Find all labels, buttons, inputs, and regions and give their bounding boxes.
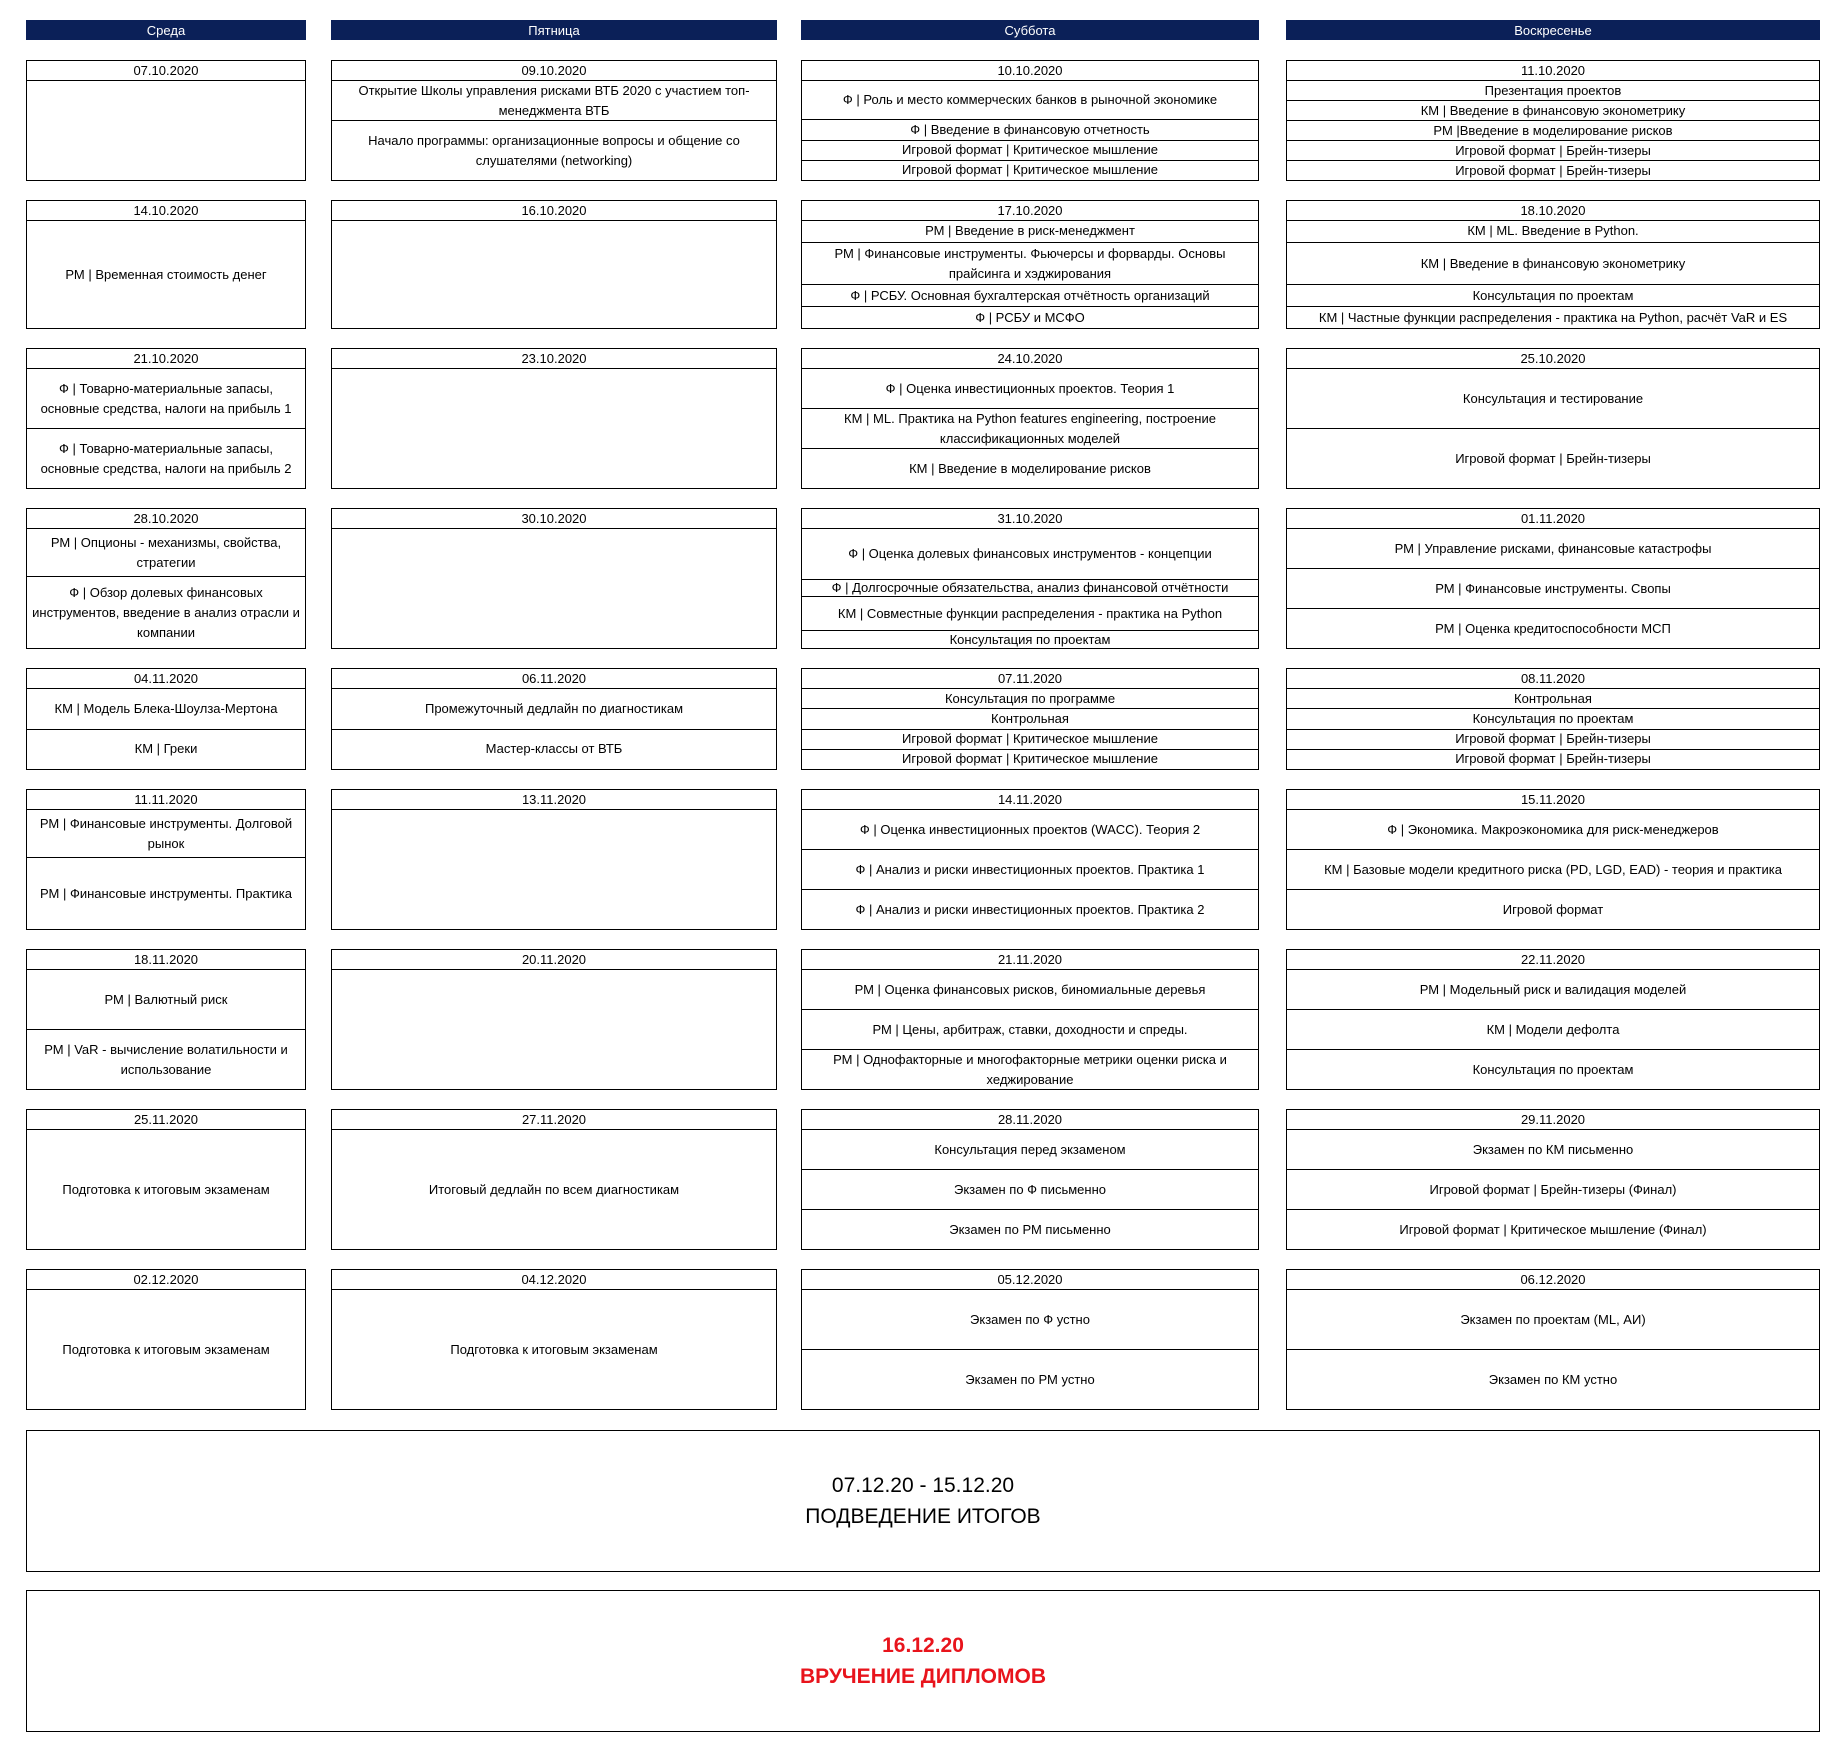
session-item: Ф | Долгосрочные обязательства, анализ финансовой отчётности xyxy=(802,580,1258,598)
day-sessions xyxy=(1287,1290,1819,1409)
session-item: КМ | Частные функции распределения - практика на Python, расчёт VaR и ES xyxy=(1318,309,1788,325)
day-card xyxy=(26,949,306,1090)
session-item: КМ | Модель Блека-Шоулза-Мертона xyxy=(27,689,305,730)
session-item: Игровой формат | Критическое мышление (Финал) xyxy=(1399,1221,1707,1237)
day-sessions xyxy=(802,970,1258,1089)
day-card xyxy=(1286,348,1820,489)
session-item: Ф | РСБУ. Основная бухгалтерская отчётность организаций xyxy=(802,285,1258,307)
day-card xyxy=(26,60,306,181)
day-sessions xyxy=(27,1290,305,1409)
session-item: РМ | Временная стоимость денег xyxy=(65,266,267,282)
day-date: 28.11.2020 xyxy=(802,1110,1258,1130)
session-item: Игровой формат | Критическое мышление xyxy=(902,162,1158,178)
day-header: Суббота xyxy=(801,20,1259,40)
day-sessions xyxy=(802,810,1258,929)
day-date: 18.10.2020 xyxy=(1287,201,1819,221)
session-item: КМ | Совместные функции распределения - практика на Python xyxy=(802,597,1258,631)
session-item: Ф | Оценка долевых финансовых инструментов - концепции xyxy=(802,529,1258,580)
session-item: РМ | Цены, арбитраж, ставки, доходности и спреды. xyxy=(802,1010,1258,1050)
day-card xyxy=(331,949,777,1090)
day-card xyxy=(1286,949,1820,1090)
day-card xyxy=(1286,668,1820,770)
day-date: 21.11.2020 xyxy=(802,950,1258,970)
session-item: Игровой формат | Брейн-тизеры xyxy=(1287,730,1819,750)
session-item: Ф | Оценка инвестиционных проектов. Теория 1 xyxy=(802,369,1258,409)
session-item: КМ | Базовые модели кредитного риска (PD, LGD, EAD) - теория и практика xyxy=(1287,850,1819,890)
session-item: РМ | Финансовые инструменты. Практика xyxy=(40,885,292,901)
session-item: Контрольная xyxy=(802,709,1258,729)
day-date: 20.11.2020 xyxy=(332,950,776,970)
day-date: 05.12.2020 xyxy=(802,1270,1258,1290)
day-date: 06.12.2020 xyxy=(1287,1270,1819,1290)
graduation-banner xyxy=(26,1590,1820,1732)
session-item: Ф | Введение в финансовую отчетность xyxy=(802,120,1258,140)
day-card xyxy=(331,200,777,329)
session-item: Промежуточный дедлайн по диагностикам xyxy=(332,689,776,730)
day-date: 18.11.2020 xyxy=(27,950,305,970)
day-card xyxy=(26,789,306,930)
session-item: РМ | Опционы - механизмы, свойства, стратегии xyxy=(27,529,305,577)
day-card xyxy=(801,668,1259,770)
session-item: Консультация перед экзаменом xyxy=(802,1130,1258,1170)
session-item: Ф | Анализ и риски инвестиционных проектов. Практика 1 xyxy=(802,850,1258,890)
session-item: Подготовка к итоговым экзаменам xyxy=(62,1341,270,1357)
session-item: Игровой формат xyxy=(1502,901,1604,917)
day-card xyxy=(801,60,1259,181)
session-item: РМ | Управление рисками, финансовые катастрофы xyxy=(1287,529,1819,569)
day-card xyxy=(331,348,777,489)
session-item: Консультация по проектам xyxy=(1472,1061,1634,1077)
day-date: 04.11.2020 xyxy=(27,669,305,689)
day-date: 23.10.2020 xyxy=(332,349,776,369)
session-item: Ф | Товарно-материальные запасы, основные средства, налоги на прибыль 2 xyxy=(40,440,292,476)
day-date: 25.10.2020 xyxy=(1287,349,1819,369)
day-sessions xyxy=(332,221,776,328)
session-item: Игровой формат | Брейн-тизеры xyxy=(1455,450,1651,466)
session-item: Презентация проектов xyxy=(1287,81,1819,101)
summary-banner xyxy=(26,1430,1820,1572)
day-card xyxy=(801,348,1259,489)
session-item: Ф | Обзор долевых финансовых инструментов, введение в анализ отрасли и компании xyxy=(32,584,300,640)
session-item: КМ | ML. Практика на Python features engineering, построение классификационных моделей xyxy=(802,409,1258,449)
session-item: КМ | Греки xyxy=(134,741,198,757)
session-item: Ф | Анализ и риски инвестиционных проектов. Практика 2 xyxy=(855,901,1205,917)
graduation-title: ВРУЧЕНИЕ ДИПЛОМОВ xyxy=(799,1665,1047,1688)
session-item: Подготовка к итоговым экзаменам xyxy=(62,1181,270,1197)
day-card xyxy=(1286,508,1820,649)
day-date: 31.10.2020 xyxy=(802,509,1258,529)
day-sessions xyxy=(1287,81,1819,180)
day-card xyxy=(801,789,1259,930)
day-card xyxy=(331,1109,777,1250)
day-card xyxy=(1286,1269,1820,1410)
session-item: Мастер-классы от ВТБ xyxy=(485,741,623,757)
session-item: РМ | Оценка финансовых рисков, биномиальные деревья xyxy=(802,970,1258,1010)
day-date: 08.11.2020 xyxy=(1287,669,1819,689)
day-sessions xyxy=(27,810,305,929)
day-sessions xyxy=(332,529,776,648)
session-item: КМ | Модели дефолта xyxy=(1287,1010,1819,1050)
session-item: Ф | РСБУ и МСФО xyxy=(975,309,1085,325)
day-date: 29.11.2020 xyxy=(1287,1110,1819,1130)
day-date: 28.10.2020 xyxy=(27,509,305,529)
session-item: Подготовка к итоговым экзаменам xyxy=(450,1341,658,1357)
day-sessions xyxy=(27,81,305,180)
day-sessions xyxy=(1287,689,1819,769)
day-card xyxy=(26,1269,306,1410)
session-item: РМ | Введение в риск-менеджмент xyxy=(802,221,1258,243)
day-card xyxy=(801,1269,1259,1410)
day-date: 30.10.2020 xyxy=(332,509,776,529)
session-item: Игровой формат | Критическое мышление xyxy=(902,751,1158,767)
session-item: РМ | Валютный риск xyxy=(27,970,305,1030)
day-header: Среда xyxy=(26,20,306,40)
session-item: РМ |Введение в моделирование рисков xyxy=(1287,121,1819,141)
day-sessions xyxy=(27,369,305,488)
session-item: КМ | Введение в финансовую эконометрику xyxy=(1287,243,1819,286)
session-item: Игровой формат | Брейн-тизеры (Финал) xyxy=(1287,1170,1819,1210)
session-item: Игровой формат | Брейн-тизеры xyxy=(1287,141,1819,161)
day-card xyxy=(331,668,777,770)
session-item: КМ | Введение в моделирование рисков xyxy=(909,460,1151,476)
day-card xyxy=(331,1269,777,1410)
session-item: Консультация и тестирование xyxy=(1287,369,1819,429)
day-sessions xyxy=(1287,529,1819,648)
day-sessions xyxy=(27,689,305,769)
session-item: Консультация по проектам xyxy=(949,631,1111,647)
day-date: 16.10.2020 xyxy=(332,201,776,221)
session-item: КМ | ML. Введение в Python. xyxy=(1287,221,1819,243)
session-item: Экзамен по Ф письменно xyxy=(802,1170,1258,1210)
day-sessions xyxy=(332,1290,776,1409)
session-item: Итоговый дедлайн по всем диагностикам xyxy=(428,1181,680,1197)
day-date: 11.10.2020 xyxy=(1287,61,1819,81)
day-sessions xyxy=(802,369,1258,488)
day-date: 14.10.2020 xyxy=(27,201,305,221)
session-item: РМ | Финансовые инструменты. Долговой рынок xyxy=(27,810,305,858)
session-item: Начало программы: организационные вопросы и общение со слушателями (networking) xyxy=(368,132,740,168)
day-sessions xyxy=(802,689,1258,769)
day-sessions xyxy=(1287,810,1819,929)
day-card xyxy=(331,508,777,649)
day-card xyxy=(26,348,306,489)
session-item: РМ | Финансовые инструменты. Фьючерсы и форварды. Основы прайсинга и хэджирования xyxy=(802,243,1258,286)
day-header: Пятница xyxy=(331,20,777,40)
day-card xyxy=(801,200,1259,329)
session-item: РМ | Однофакторные и многофакторные метрики оценки риска и хеджирование xyxy=(833,1051,1227,1087)
day-date: 11.11.2020 xyxy=(27,790,305,810)
day-date: 21.10.2020 xyxy=(27,349,305,369)
session-item: Игровой формат | Брейн-тизеры xyxy=(1455,751,1651,767)
day-sessions xyxy=(332,81,776,180)
day-sessions xyxy=(27,221,305,328)
session-item: Ф | Экономика. Макроэкономика для риск-менеджеров xyxy=(1287,810,1819,850)
day-date: 04.12.2020 xyxy=(332,1270,776,1290)
day-date: 22.11.2020 xyxy=(1287,950,1819,970)
day-card xyxy=(331,789,777,930)
day-card xyxy=(1286,200,1820,329)
day-sessions xyxy=(802,1130,1258,1249)
session-item: Экзамен по РМ письменно xyxy=(949,1221,1111,1237)
day-sessions xyxy=(332,369,776,488)
session-item: РМ | Финансовые инструменты. Свопы xyxy=(1287,569,1819,609)
day-sessions xyxy=(332,970,776,1089)
day-date: 24.10.2020 xyxy=(802,349,1258,369)
day-date: 15.11.2020 xyxy=(1287,790,1819,810)
session-item: РМ | Модельный риск и валидация моделей xyxy=(1287,970,1819,1010)
day-sessions xyxy=(332,689,776,769)
session-item: Экзамен по Ф устно xyxy=(802,1290,1258,1350)
session-item: Открытие Школы управления рисками ВТБ 2020 с участием топ-менеджмента ВТБ xyxy=(332,81,776,121)
day-sessions xyxy=(1287,221,1819,328)
day-sessions xyxy=(1287,1130,1819,1249)
day-sessions xyxy=(802,81,1258,180)
session-item: Экзамен по проектам (ML, АИ) xyxy=(1287,1290,1819,1350)
day-date: 06.11.2020 xyxy=(332,669,776,689)
summary-dates: 07.12.20 - 15.12.20 xyxy=(831,1474,1015,1497)
session-item: Экзамен по КМ письменно xyxy=(1287,1130,1819,1170)
day-sessions xyxy=(332,810,776,929)
day-card xyxy=(26,508,306,649)
day-date: 25.11.2020 xyxy=(27,1110,305,1130)
day-date: 17.10.2020 xyxy=(802,201,1258,221)
day-date: 13.11.2020 xyxy=(332,790,776,810)
day-sessions xyxy=(332,1130,776,1249)
session-item: Экзамен по КМ устно xyxy=(1488,1371,1618,1387)
day-date: 09.10.2020 xyxy=(332,61,776,81)
session-item: Консультация по программе xyxy=(802,689,1258,709)
session-item: Игровой формат | Критическое мышление xyxy=(802,730,1258,750)
day-card xyxy=(26,200,306,329)
day-date: 07.10.2020 xyxy=(27,61,305,81)
session-item: Игровой формат | Критическое мышление xyxy=(802,141,1258,161)
day-card xyxy=(1286,60,1820,181)
session-item: Консультация по проектам xyxy=(1287,285,1819,307)
day-sessions xyxy=(802,529,1258,648)
day-card xyxy=(1286,789,1820,930)
day-sessions xyxy=(1287,970,1819,1089)
session-item: Ф | Роль и место коммерческих банков в рыночной экономике xyxy=(802,81,1258,120)
session-item: РМ | VaR - вычисление волатильности и использование xyxy=(44,1041,288,1077)
day-date: 27.11.2020 xyxy=(332,1110,776,1130)
session-item: Экзамен по РМ устно xyxy=(965,1371,1095,1387)
session-item: КМ | Введение в финансовую эконометрику xyxy=(1287,101,1819,121)
day-sessions xyxy=(27,970,305,1089)
day-sessions xyxy=(27,529,305,648)
graduation-date: 16.12.20 xyxy=(882,1634,964,1657)
day-sessions xyxy=(802,221,1258,328)
day-card xyxy=(26,668,306,770)
day-sessions xyxy=(27,1130,305,1249)
day-card xyxy=(801,508,1259,649)
session-item: Игровой формат | Брейн-тизеры xyxy=(1455,162,1651,178)
day-date: 14.11.2020 xyxy=(802,790,1258,810)
session-item: Консультация по проектам xyxy=(1287,709,1819,729)
day-date: 02.12.2020 xyxy=(27,1270,305,1290)
day-card xyxy=(801,1109,1259,1250)
day-date: 10.10.2020 xyxy=(802,61,1258,81)
day-card xyxy=(801,949,1259,1090)
day-header: Воскресенье xyxy=(1286,20,1820,40)
summary-title: ПОДВЕДЕНИЕ ИТОГОВ xyxy=(805,1505,1041,1528)
day-card xyxy=(331,60,777,181)
session-item: Ф | Товарно-материальные запасы, основные средства, налоги на прибыль 1 xyxy=(27,369,305,429)
day-date: 01.11.2020 xyxy=(1287,509,1819,529)
day-date: 07.11.2020 xyxy=(802,669,1258,689)
day-sessions xyxy=(1287,369,1819,488)
session-item: Контрольная xyxy=(1287,689,1819,709)
day-card xyxy=(1286,1109,1820,1250)
day-sessions xyxy=(802,1290,1258,1409)
day-card xyxy=(26,1109,306,1250)
session-item: Ф | Оценка инвестиционных проектов (WACC). Теория 2 xyxy=(802,810,1258,850)
session-item: РМ | Оценка кредитоспособности МСП xyxy=(1435,620,1671,636)
